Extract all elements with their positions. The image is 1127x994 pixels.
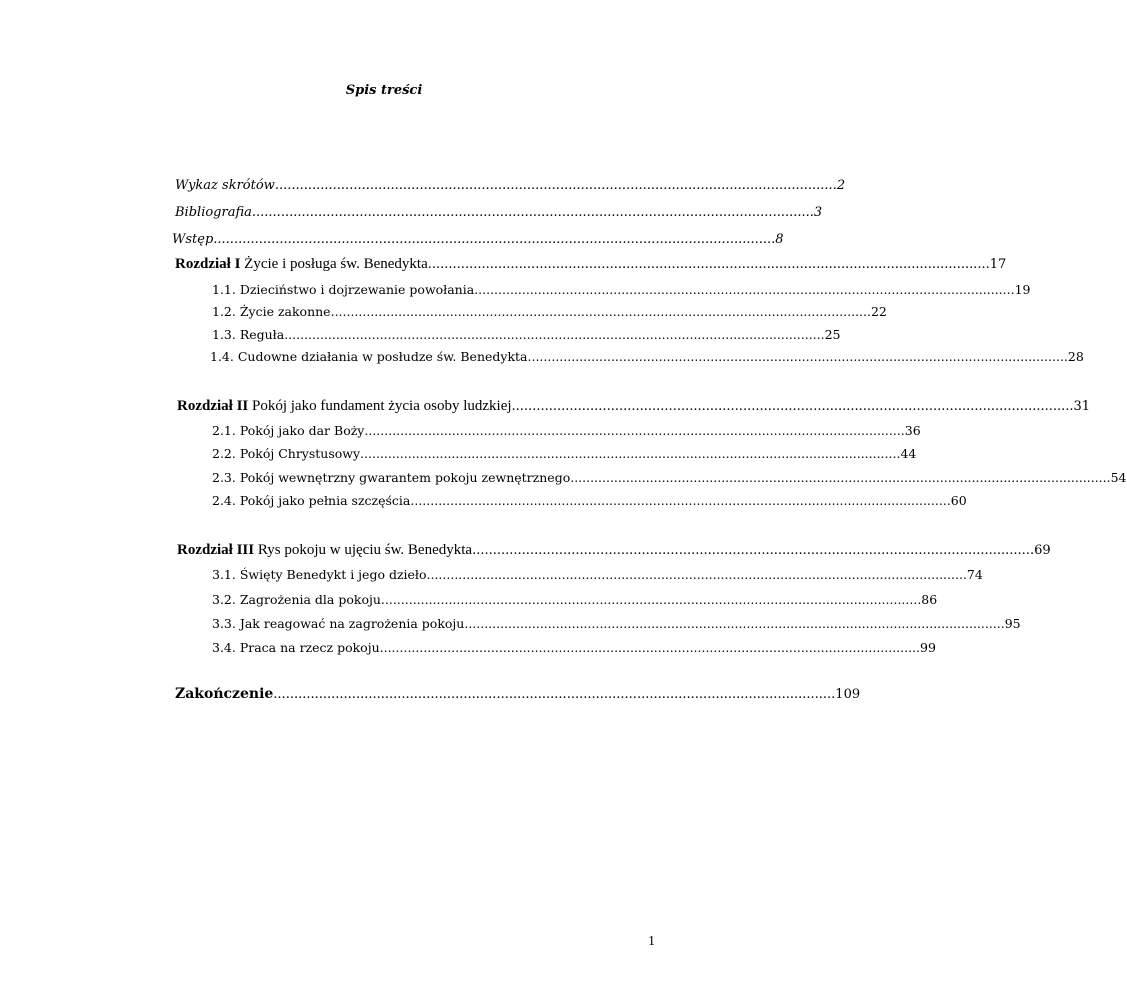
toc-leader-dots: ........................................................................................................................................ — [410, 493, 951, 508]
toc-entry-label: 2.3. Pokój wewnętrzny gwarantem pokoju zewnętrznego — [212, 470, 571, 485]
toc-entry-label: 3.1. Święty Benedykt i jego dzieło — [212, 567, 427, 582]
toc-leader-dots: ........................................................................................................................................ — [379, 640, 921, 655]
toc-entry-label: 1.4. Cudowne działania w posłudze św. Benedykta — [210, 349, 528, 364]
toc-entry-page: 8 — [775, 232, 784, 247]
toc-entry-label: 1.1. Dzieciństwo i dojrzewanie powołania — [212, 282, 475, 297]
toc-section-1-3[interactable] — [212, 327, 841, 343]
page-number: 1 — [648, 934, 655, 949]
toc-entry-label: 1.3. Reguła — [212, 327, 285, 342]
chapter-label: Rozdział I — [175, 256, 241, 272]
toc-entry-page: 60 — [950, 493, 967, 508]
toc-leader-dots: ........................................................................................................................................ — [251, 205, 814, 220]
page-title: Spis treści — [345, 83, 423, 98]
toc-entry-page: 28 — [1067, 349, 1084, 364]
toc-entry-page: 31 — [1073, 399, 1091, 414]
toc-leader-dots: ........................................................................................................................................ — [464, 616, 1005, 631]
toc-entry-page: 17 — [989, 257, 1007, 272]
toc-chapter-2[interactable] — [177, 398, 1091, 415]
toc-leader-dots: ........................................................................................................................................ — [511, 399, 1074, 414]
chapter-label: Rozdział III — [177, 542, 255, 558]
toc-leader-dots: ........................................................................................................................................ — [427, 257, 990, 272]
toc-entry-page: 109 — [835, 687, 861, 702]
toc-leader-dots: ........................................................................................................................................ — [380, 592, 922, 607]
toc-entry-page: 54 — [1110, 470, 1127, 485]
chapter-name: Rys pokoju w ujęciu św. Benedykta — [254, 542, 473, 558]
toc-section-3-2[interactable] — [212, 592, 938, 608]
toc-entry-label: 3.3. Jak reagować na zagrożenia pokoju — [212, 616, 465, 631]
toc-entry-page: 25 — [824, 327, 841, 342]
toc-entry-wstep[interactable] — [172, 232, 784, 248]
toc-entry-page: 74 — [966, 567, 983, 582]
toc-leader-dots: ........................................................................................................................................ — [472, 543, 1035, 558]
toc-entry-page: 86 — [921, 592, 938, 607]
toc-leader-dots: ........................................................................................................................................ — [284, 327, 825, 342]
toc-leader-dots: ........................................................................................................................................ — [274, 178, 837, 193]
chapter-name: Życie i posługa św. Benedykta — [240, 256, 428, 272]
toc-entry-label: 3.2. Zagrożenia dla pokoju — [212, 592, 381, 607]
toc-section-1-1[interactable] — [212, 282, 1031, 298]
toc-entry-page: 44 — [900, 446, 917, 461]
toc-entry-page: 36 — [904, 423, 921, 438]
chapter-name: Pokój jako fundament życia osoby ludzkiej — [248, 398, 512, 414]
toc-section-2-1[interactable] — [212, 423, 921, 439]
toc-section-2-2[interactable] — [212, 446, 917, 462]
toc-leader-dots: ........................................................................................................................................ — [426, 567, 967, 582]
toc-entry-label: Bibliografia — [175, 205, 252, 220]
toc-chapter-3[interactable] — [177, 542, 1051, 559]
toc-section-3-4[interactable] — [212, 640, 936, 656]
toc-entry-label: 1.2. Życie zakonne — [212, 304, 331, 319]
toc-chapter-1[interactable] — [175, 256, 1007, 273]
toc-entry-page: 95 — [1004, 616, 1021, 631]
toc-entry-label: 2.1. Pokój jako dar Boży — [212, 423, 365, 438]
toc-entry-label: 2.4. Pokój jako pełnia szczęścia — [212, 493, 411, 508]
toc-entry-page: 99 — [920, 640, 936, 655]
toc-entry-label: Wykaz skrótów — [175, 178, 275, 193]
toc-leader-dots: ........................................................................................................................................ — [364, 423, 905, 438]
toc-section-2-3[interactable] — [212, 470, 1127, 486]
toc-entry-page: 3 — [813, 205, 823, 220]
toc-entry-zakonczenie[interactable] — [175, 686, 861, 703]
toc-section-2-4[interactable] — [212, 493, 967, 509]
toc-leader-dots: ........................................................................................................................................ — [273, 687, 836, 702]
toc-entry-page: 19 — [1014, 282, 1031, 297]
toc-entry-wykaz-skrotow[interactable] — [175, 178, 846, 194]
toc-leader-dots: ........................................................................................................................................ — [330, 304, 871, 319]
toc-leader-dots: ........................................................................................................................................ — [213, 232, 776, 247]
toc-section-1-2[interactable] — [212, 304, 887, 320]
toc-entry-page: 69 — [1034, 543, 1051, 558]
chapter-label: Rozdział II — [177, 398, 249, 414]
toc-leader-dots: ........................................................................................................................................ — [360, 446, 901, 461]
toc-section-1-4[interactable] — [210, 349, 1084, 365]
toc-section-3-1[interactable] — [212, 567, 983, 583]
toc-leader-dots: ........................................................................................................................................ — [570, 470, 1111, 485]
toc-entry-label: Zakończenie — [175, 686, 274, 702]
toc-entry-label: Wstęp — [172, 232, 214, 247]
toc-section-3-3[interactable] — [212, 616, 1021, 632]
toc-entry-label: 2.2. Pokój Chrystusowy — [212, 446, 361, 461]
toc-leader-dots: ........................................................................................................................................ — [474, 282, 1015, 297]
toc-entry-label: 3.4. Praca na rzecz pokoju — [212, 640, 380, 655]
toc-entry-page: 2 — [836, 178, 846, 193]
toc-leader-dots: ........................................................................................................................................ — [527, 349, 1068, 364]
toc-entry-bibliografia[interactable] — [175, 205, 823, 221]
toc-entry-page: 22 — [870, 304, 887, 319]
